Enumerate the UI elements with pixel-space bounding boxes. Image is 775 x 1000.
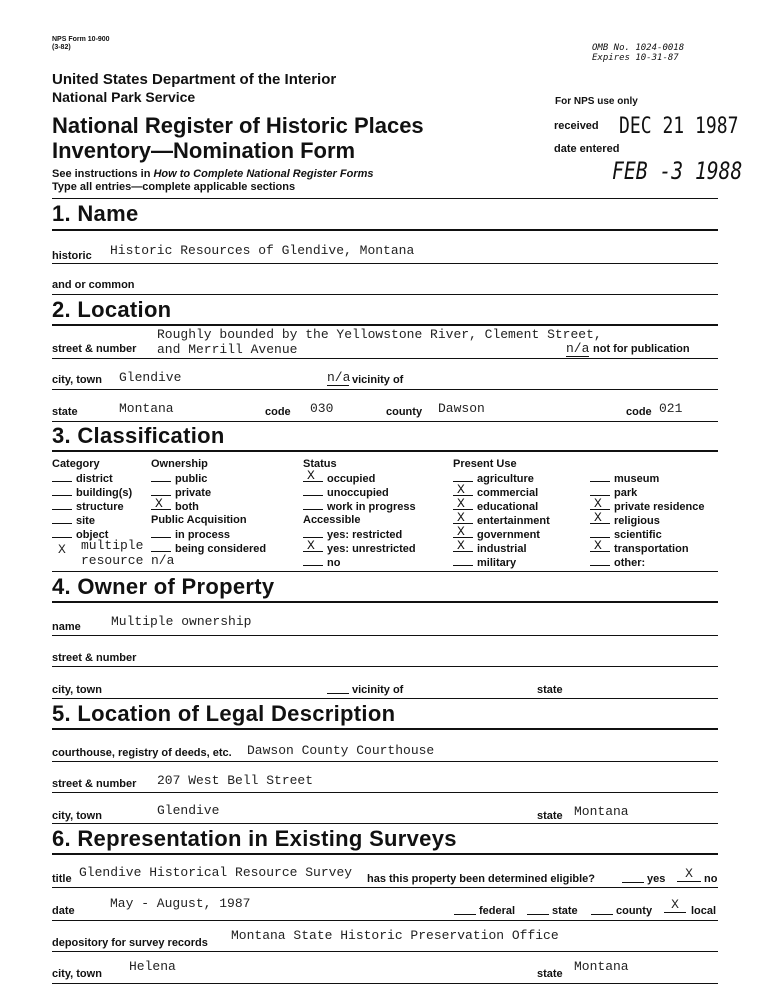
divider	[52, 229, 718, 231]
use-label: industrial	[477, 543, 527, 555]
category-label: site	[76, 515, 95, 527]
section-2-heading: 2. Location	[52, 297, 172, 322]
department: United States Department of the Interior	[52, 71, 337, 88]
city-value[interactable]: Glendive	[119, 370, 182, 385]
state-label: state	[52, 406, 78, 418]
divider	[52, 601, 718, 603]
vicinity-mark[interactable]: n/a	[327, 370, 351, 385]
level-federal-label: federal	[479, 905, 516, 917]
legal-street-label: street & number	[52, 778, 137, 790]
category-district[interactable]	[52, 472, 113, 485]
owner-city-label: city, town	[52, 684, 102, 696]
vicinity-label: vicinity of	[352, 374, 404, 386]
use-label: entertainment	[477, 515, 550, 527]
divider	[52, 792, 718, 793]
use-label: commercial	[477, 487, 539, 499]
survey-city-value[interactable]: Helena	[129, 959, 176, 974]
survey-date-value[interactable]: May - August, 1987	[110, 896, 251, 911]
present-use-header: Present Use	[453, 458, 517, 470]
ownership-public[interactable]	[151, 472, 207, 485]
eligible-yes-label: yes	[647, 873, 666, 885]
divider	[52, 358, 718, 359]
multiple-resource-mark[interactable]: X	[58, 542, 66, 557]
divider	[52, 761, 718, 762]
multiple-resource-line-1: multiple	[81, 538, 144, 553]
check-mark: X	[457, 524, 465, 539]
check-mark: X	[307, 468, 315, 483]
use-label: other:	[614, 557, 646, 569]
check-mark: X	[594, 510, 602, 525]
divider	[52, 666, 718, 667]
acquisition-label: being considered	[175, 543, 267, 555]
legal-state-value[interactable]: Montana	[574, 804, 629, 819]
accessible-no[interactable]	[303, 556, 340, 569]
use-label: private residence	[614, 501, 705, 513]
use-private-residence[interactable]	[590, 496, 705, 513]
eligible-yes-blank[interactable]	[622, 882, 644, 883]
divider	[52, 951, 718, 952]
multiple-resource-line-2: resource	[81, 553, 144, 568]
use-educational[interactable]	[453, 496, 539, 513]
status-label: work in progress	[327, 501, 416, 513]
county-code-label: code	[626, 406, 652, 418]
use-military[interactable]	[453, 556, 516, 569]
check-mark: X	[307, 538, 315, 553]
use-commercial[interactable]	[453, 482, 539, 499]
form-revision: (3-82)	[52, 44, 71, 51]
state-value[interactable]: Montana	[119, 401, 174, 416]
service: National Park Service	[52, 89, 196, 105]
nps-use-header: For NPS use only	[555, 96, 638, 107]
owner-name-label: name	[52, 621, 81, 633]
category-label: structure	[76, 501, 124, 513]
form-title-line-2: Inventory—Nomination Form	[52, 138, 356, 163]
owner-street-label: street & number	[52, 652, 137, 664]
divider	[52, 198, 718, 199]
check-mark: X	[594, 538, 602, 553]
use-label: transportation	[614, 543, 689, 555]
divider	[52, 983, 718, 984]
instructions-prefix: See instructions in	[52, 168, 154, 180]
ownership-label: private	[175, 487, 212, 499]
ownership-label: public	[175, 473, 208, 485]
owner-state-label: state	[537, 684, 563, 696]
divider	[52, 389, 718, 390]
level-county-blank[interactable]	[591, 914, 613, 915]
county-label: county	[386, 406, 423, 418]
category-label: building(s)	[76, 487, 133, 499]
divider	[52, 887, 718, 888]
legal-state-label: state	[537, 810, 563, 822]
check-mark: X	[457, 496, 465, 511]
use-entertainment[interactable]	[453, 510, 550, 527]
divider	[52, 728, 718, 730]
legal-city-label: city, town	[52, 810, 102, 822]
use-label: agriculture	[477, 473, 534, 485]
instructions	[52, 168, 374, 180]
legal-city-value[interactable]: Glendive	[157, 803, 220, 818]
status-header: Status	[303, 458, 337, 470]
legal-street-value[interactable]: 207 West Bell Street	[157, 773, 314, 788]
check-mark: X	[457, 510, 465, 525]
use-other[interactable]	[590, 556, 645, 569]
use-label: museum	[614, 473, 660, 485]
public-acquisition-header: Public Acquisition	[151, 514, 247, 526]
use-label: educational	[477, 501, 539, 513]
category-label: district	[76, 473, 113, 485]
city-label: city, town	[52, 374, 102, 386]
check-mark: X	[155, 496, 163, 511]
received-stamp: DEC 21 1987	[619, 114, 739, 139]
level-federal-blank[interactable]	[454, 914, 476, 915]
code-value[interactable]: 030	[310, 401, 334, 416]
omb-number: OMB No. 1024-0018	[592, 43, 685, 53]
county-code-value[interactable]: 021	[659, 401, 683, 416]
check-mark: X	[457, 538, 465, 553]
use-agriculture[interactable]	[453, 472, 534, 485]
accessible-restricted[interactable]	[303, 528, 402, 541]
eligible-question: has this property been determined eligible?	[367, 873, 595, 885]
courthouse-value[interactable]: Dawson County Courthouse	[247, 743, 435, 758]
status-work-in-progress[interactable]	[303, 500, 416, 513]
acquisition-label: in process	[175, 529, 231, 541]
owner-vicinity-blank[interactable]	[327, 693, 349, 694]
acquisition-na[interactable]: n/a	[151, 553, 175, 568]
code-label: code	[265, 406, 291, 418]
use-industrial[interactable]	[453, 538, 527, 555]
form-id: NPS Form 10-900	[52, 36, 110, 43]
use-label: park	[614, 487, 638, 499]
section-6-heading: 6. Representation in Existing Surveys	[52, 826, 457, 851]
use-label: religious	[614, 515, 660, 527]
category-site[interactable]	[52, 514, 95, 527]
level-state-label: state	[552, 905, 578, 917]
divider	[52, 698, 718, 699]
owner-name-value[interactable]: Multiple ownership	[111, 614, 252, 629]
category-structure[interactable]	[52, 500, 124, 513]
section-4-heading: 4. Owner of Property	[52, 574, 275, 599]
status-unoccupied[interactable]	[303, 486, 389, 499]
use-museum[interactable]	[590, 472, 659, 485]
use-government[interactable]	[453, 524, 540, 541]
courthouse-label: courthouse, registry of deeds, etc.	[52, 747, 232, 759]
use-religious[interactable]	[590, 510, 660, 527]
use-transportation[interactable]	[590, 538, 689, 555]
historic-value[interactable]: Historic Resources of Glendive, Montana	[110, 243, 415, 258]
survey-title-value[interactable]: Glendive Historical Resource Survey	[79, 865, 353, 880]
depository-value[interactable]: Montana State Historic Preservation Office	[231, 928, 559, 943]
status-label: occupied	[327, 473, 376, 485]
owner-vicinity-label: vicinity of	[352, 684, 404, 696]
accessible-unrestricted[interactable]	[303, 538, 416, 555]
instructions-guide-title: How to Complete National Register Forms	[153, 168, 374, 180]
eligible-no-mark[interactable]: X	[677, 866, 701, 882]
received-label: received	[554, 120, 599, 132]
divider	[52, 294, 718, 295]
ownership-label: both	[175, 501, 199, 513]
accessible-header: Accessible	[303, 514, 361, 526]
divider	[52, 635, 718, 636]
divider	[52, 571, 718, 572]
divider	[52, 263, 718, 264]
date-entered-label: date entered	[554, 143, 620, 155]
check-mark: X	[457, 482, 465, 497]
use-label: scientific	[614, 529, 662, 541]
category-buildings[interactable]	[52, 486, 132, 499]
depository-label: depository for survey records	[52, 937, 208, 949]
not-for-publication-label: not for publication	[593, 343, 690, 355]
survey-state-value[interactable]: Montana	[574, 959, 629, 974]
divider	[52, 421, 718, 422]
level-local-label: local	[691, 905, 717, 917]
eligible-no-label: no	[704, 873, 718, 885]
common-label: and or common	[52, 279, 135, 291]
accessible-label: yes: restricted	[327, 529, 403, 541]
accessible-label: no	[327, 557, 341, 569]
divider	[52, 823, 718, 824]
historic-label: historic	[52, 250, 92, 262]
date-entered-stamp: FEB -3 1988	[612, 157, 743, 185]
street-label: street & number	[52, 343, 137, 355]
category-header: Category	[52, 458, 100, 470]
level-county-label: county	[616, 905, 653, 917]
street-value-line-2[interactable]: and Merrill Avenue	[157, 342, 298, 357]
use-label: military	[477, 557, 517, 569]
section-3-heading: 3. Classification	[52, 423, 225, 448]
street-value-line-1[interactable]: Roughly bounded by the Yellowstone River, Clement Street,	[157, 327, 602, 342]
survey-title-label: title	[52, 873, 72, 885]
level-local-mark[interactable]: X	[664, 897, 686, 913]
ownership-both[interactable]	[151, 496, 199, 513]
expiration: Expires 10-31-87	[592, 53, 679, 63]
check-mark: X	[594, 496, 602, 511]
survey-state-label: state	[537, 968, 563, 980]
acquisition-in-process[interactable]	[151, 528, 230, 541]
level-state-blank[interactable]	[527, 914, 549, 915]
county-value[interactable]: Dawson	[438, 401, 485, 416]
survey-city-label: city, town	[52, 968, 102, 980]
divider	[52, 920, 718, 921]
divider	[52, 853, 718, 855]
divider	[52, 324, 718, 326]
accessible-label: yes: unrestricted	[327, 543, 416, 555]
divider	[52, 450, 718, 452]
category-label: object	[76, 529, 109, 541]
use-label: government	[477, 529, 540, 541]
form-title-line-1: National Register of Historic Places	[52, 113, 424, 138]
not-for-publication-mark[interactable]: n/a	[566, 341, 590, 356]
section-5-heading: 5. Location of Legal Description	[52, 701, 396, 726]
type-all-note: Type all entries—complete applicable sections	[52, 181, 296, 193]
status-occupied[interactable]	[303, 468, 376, 485]
ownership-header: Ownership	[151, 458, 208, 470]
section-1-heading: 1. Name	[52, 201, 139, 226]
survey-date-label: date	[52, 905, 75, 917]
status-label: unoccupied	[327, 487, 389, 499]
